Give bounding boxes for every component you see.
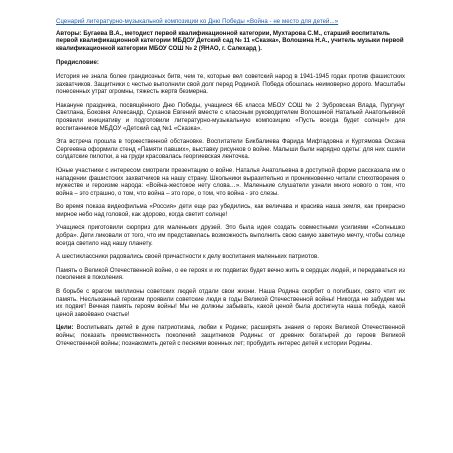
paragraph: Накануне праздника, посвящённого Дню Победы, учащиеся 6Б класса МБОУ СОШ № 2 Зубровская Влада, Пургунуг Светлана, Боковня Александр, Суханов Евгений вместе с классным руководителем Волошиной Натальей Анатольевной проявили инициативу и подготовили литературно-музыкальную композицию «Пусть всегда будет солнце!» для воспитанников МБДОУ «Детский сад №1 «Сказка». [56, 101, 405, 132]
goals-text: Воспитывать детей в духе патриотизма, любви к Родине; расширять знания о героях Великой Отечественной войны; показать преемственность поколений защитников Родины: от древних богатырей до героев Великой Отечественной войны; познакомить детей с песнями военных лет; пробудить интерес детей к истории Родины. [56, 324, 405, 347]
paragraph: Юные участники с интересом смотрели презентацию о войне. Наталья Анатольевна в доступной форме рассказала им о нападении фашистских захватчиков на нашу страну. Школьники выразительно и проникновенно читали стихотворения о мужестве и героизме народа: «Война-жестокое нету слова…». Маленькие слушатели узнали много нового о том, что война – это страшно, о том, что война – это горе, о том, что война - это слезы. [56, 166, 405, 197]
paragraph: История не знала более грандиозных битв, чем те, которые вел советский народ в 1941-1945 годах против фашистских захватчиков. Защитники с честью выполнили свой долг перед Родиной. Победа обошлась неимоверно дорого. Масштабы понесенных утрат огромны, тяжесть жертв безмерна. [56, 72, 405, 96]
authors-block [56, 30, 405, 53]
document-title-link[interactable]: Сценарий литературно-музыкальной композиции ко Дню Победы «Война - не место для детей...» [56, 18, 339, 25]
paragraph: Эта встреча прошла в торжественной обстановке. Воспитатели Бикбалиева Фарида Мифтадовна и Куртямова Оксана Сергеевна оформили стенд «Памяти павших», выставку рисунков о войне. Малыши были нарядно одеты: для них сшили солдатские пилотки, а на груди красовалась георгиевская ленточка. [56, 138, 405, 161]
goals-block [56, 324, 405, 347]
paragraph: Память о Великой Отечественной войне, о ее героях и их подвигах будет вечно жить в сердцах людей, и передаваться из поколения в поколения. [56, 266, 405, 282]
document-content [56, 18, 405, 347]
section-heading: Предисловие: [56, 59, 99, 67]
paragraph: В борьбе с врагом миллионы советских людей отдали свои жизни. Наша Родина скорбит о погибших, свято чтит их память. Неслыханный героизм проявили советские люди в годы Великой Отечественной войны! Никогда не забудем мы их подвиг! Вечная память героям войны! Мы не должны забывать, какой ценой была достигнута наша победа, какой ценой завоёвано счастье! [56, 288, 405, 318]
paragraph: Учащиеся приготовили сюрприз для маленьких друзей. Это была идея создать совместными усилиями «Солнышко добра». Дети ликовали от того, что им представилась возможность выполнить свою самую заветную мечту, чтобы солнце всегда светило над нашу планету. [56, 224, 405, 247]
authors-text: Бугаева В.А., методист первой квалификационной категории, Мухтарова С.М., старший воспитатель первой квалификационной категории МБДОУ Детский сад № 11 «Сказка», Волошина Н.А., учитель музыки первой квалификационной категории МБОУ СОШ № 2 (ЯНАО, г. Салехард ). [56, 29, 404, 52]
goals-label: Цели: [56, 324, 74, 332]
authors-label: Авторы: [56, 29, 82, 37]
paragraph: А шестиклассники радовались своей причастности к делу воспитания маленьких патриотов. [56, 253, 319, 261]
paragraph: Во время показа видеофильма «Россия» дети еще раз убедились, как величава и красива наша земля, как прекрасно мирное небо над головой, как здорово, когда светит солнце! [56, 203, 405, 218]
